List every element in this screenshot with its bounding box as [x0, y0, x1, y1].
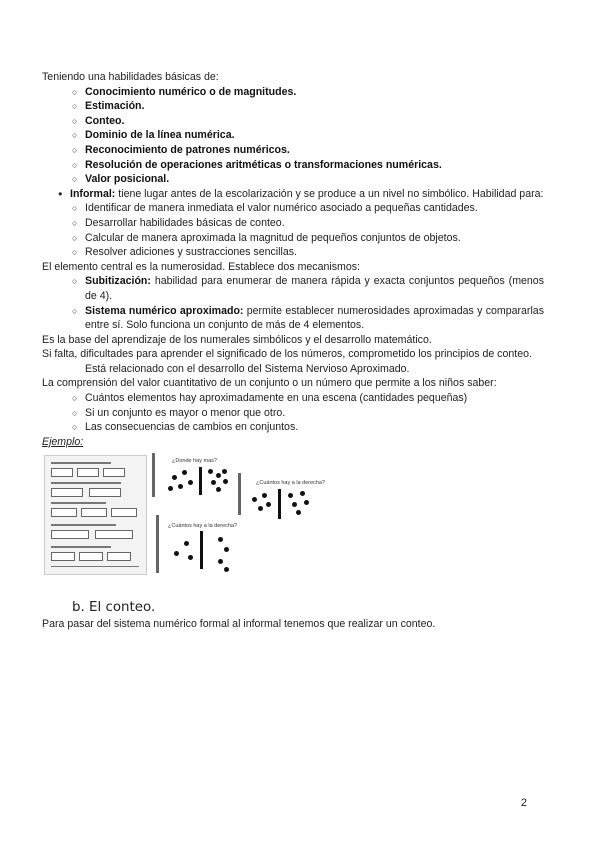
- dot: [188, 555, 193, 560]
- panel-divider: [156, 515, 159, 573]
- worksheet-line: [51, 546, 111, 548]
- list-item: ○ Cuántos elementos hay aproximadamente en una escena (cantidades pequeñas): [42, 391, 544, 406]
- worksheet-box: [89, 488, 121, 497]
- list-item: ○ Subitización: habilidad para enumerar de manera rápida y exacta conjuntos pequeños (menos de 4).: [42, 274, 544, 303]
- dot: [208, 469, 213, 474]
- dot: [172, 475, 177, 480]
- dot: [262, 493, 267, 498]
- worksheet-box: [51, 530, 89, 539]
- list-item: ○ Reconocimiento de patrones numéricos.: [42, 143, 544, 158]
- worksheet-box: [79, 552, 103, 561]
- list-item: ○ Resolver adiciones y sustracciones sencillas.: [42, 245, 544, 260]
- base-text: Es la base del aprendizaje de los numerales simbólicos y el desarrollo matemático.: [42, 333, 432, 346]
- dot: [216, 487, 221, 492]
- document-page: [42, 70, 544, 632]
- dot: [211, 480, 216, 485]
- panel-how-many-2: [160, 515, 244, 573]
- saber-list: [42, 391, 544, 435]
- panel-divider: [238, 473, 241, 519]
- example-label: Ejemplo:: [42, 435, 84, 448]
- dot: [288, 493, 293, 498]
- intro-text: Teniendo una habilidades básicas de:: [42, 71, 219, 83]
- worksheet-line: [51, 566, 139, 567]
- worksheet-box: [111, 508, 137, 517]
- worksheet-box: [95, 530, 133, 539]
- dot: [182, 470, 187, 475]
- panel-question: ¿Cuántos hay a la derecha?: [168, 523, 238, 530]
- worksheet-box: [107, 552, 131, 561]
- falta-text: Si falta, dificultades para aprender el significado de los números, comprometido los principios de conteo.: [42, 348, 532, 361]
- dot: [222, 469, 227, 474]
- dot: [224, 567, 229, 572]
- informal-item: ● Informal: tiene lugar antes de la escolarización y se produce a un nivel no simbólico. Habilidad para:: [42, 187, 544, 202]
- worksheet-line: [51, 524, 116, 526]
- list-item: ○ Si un conjunto es mayor o menor que otro.: [42, 406, 544, 421]
- panel-question: ¿Cuántos hay a la derecha?: [256, 480, 326, 487]
- list-item: ○ Conocimiento numérico o de magnitudes.: [42, 85, 544, 100]
- worksheet-box: [77, 468, 99, 477]
- list-item: ○ Conteo.: [42, 114, 544, 129]
- worksheet-line: [51, 502, 106, 504]
- skills-list: [42, 85, 544, 187]
- panel-question: ¿Donde hay mas?: [172, 458, 217, 465]
- dot: [252, 497, 257, 502]
- worksheet-image: [44, 455, 147, 575]
- page-number: 2: [520, 797, 527, 809]
- example-images: [42, 453, 544, 581]
- panel-where-more: [156, 453, 238, 497]
- dot: [218, 537, 223, 542]
- dot: [300, 491, 305, 496]
- worksheet-box: [51, 488, 83, 497]
- dot: [188, 480, 193, 485]
- worksheet-box: [103, 468, 125, 477]
- dot: [168, 486, 173, 491]
- dot: [223, 479, 228, 484]
- dot: [174, 551, 179, 556]
- section-heading: b. El conteo.: [72, 600, 156, 616]
- panel-how-many-1: [242, 469, 326, 521]
- list-item: ○ Dominio de la línea numérica.: [42, 128, 544, 143]
- dot: [292, 502, 297, 507]
- mechanisms-list: [42, 274, 544, 332]
- list-item: ○ Valor posicional.: [42, 172, 544, 187]
- dot: [266, 502, 271, 507]
- conteo-text: Para pasar del sistema numérico formal al informal tenemos que realizar un conteo.: [42, 618, 436, 631]
- list-item: ○ Calcular de manera aproximada la magnitud de pequeños conjuntos de objetos.: [42, 231, 544, 246]
- informal-list: [42, 187, 544, 202]
- dot: [184, 541, 189, 546]
- dot: [304, 500, 309, 505]
- panel-separator: [199, 467, 202, 495]
- worksheet-box: [81, 508, 107, 517]
- dots-image: [152, 453, 380, 575]
- relacionado-text: Está relacionado con el desarrollo del Sistema Nervioso Aproximado.: [85, 362, 410, 375]
- panel-separator: [200, 531, 203, 569]
- dot: [178, 484, 183, 489]
- central-text: El elemento central es la numerosidad. Establece dos mecanismos:: [42, 260, 360, 273]
- list-item: ○ Resolución de operaciones aritméticas o transformaciones numéricas.: [42, 158, 544, 173]
- dot: [224, 547, 229, 552]
- dot: [258, 506, 263, 511]
- worksheet-box: [51, 508, 77, 517]
- list-item: ○ Desarrollar habilidades básicas de conteo.: [42, 216, 544, 231]
- panel-separator: [278, 489, 281, 519]
- list-item: ○ Estimación.: [42, 99, 544, 114]
- dot: [296, 510, 301, 515]
- worksheet-box: [51, 552, 75, 561]
- worksheet-line: [51, 462, 111, 464]
- dot: [216, 473, 221, 478]
- panel-divider: [152, 453, 155, 497]
- list-item: ○ Las consecuencias de cambios en conjuntos.: [42, 420, 544, 435]
- list-item: ○ Sistema numérico aproximado: permite establecer numerosidades aproximadas y compararlas entre sí. Solo funciona un conjunto de más de 4 elementos.: [42, 304, 544, 333]
- worksheet-box: [51, 468, 73, 477]
- informal-abilities-list: [42, 201, 544, 259]
- list-item: ○ Identificar de manera inmediata el valor numérico asociado a pequeñas cantidades.: [42, 201, 544, 216]
- dot: [218, 559, 223, 564]
- comprension-text: La comprensión del valor cuantitativo de un conjunto o un número que permite a los niños saber:: [42, 377, 497, 390]
- worksheet-line: [51, 482, 121, 484]
